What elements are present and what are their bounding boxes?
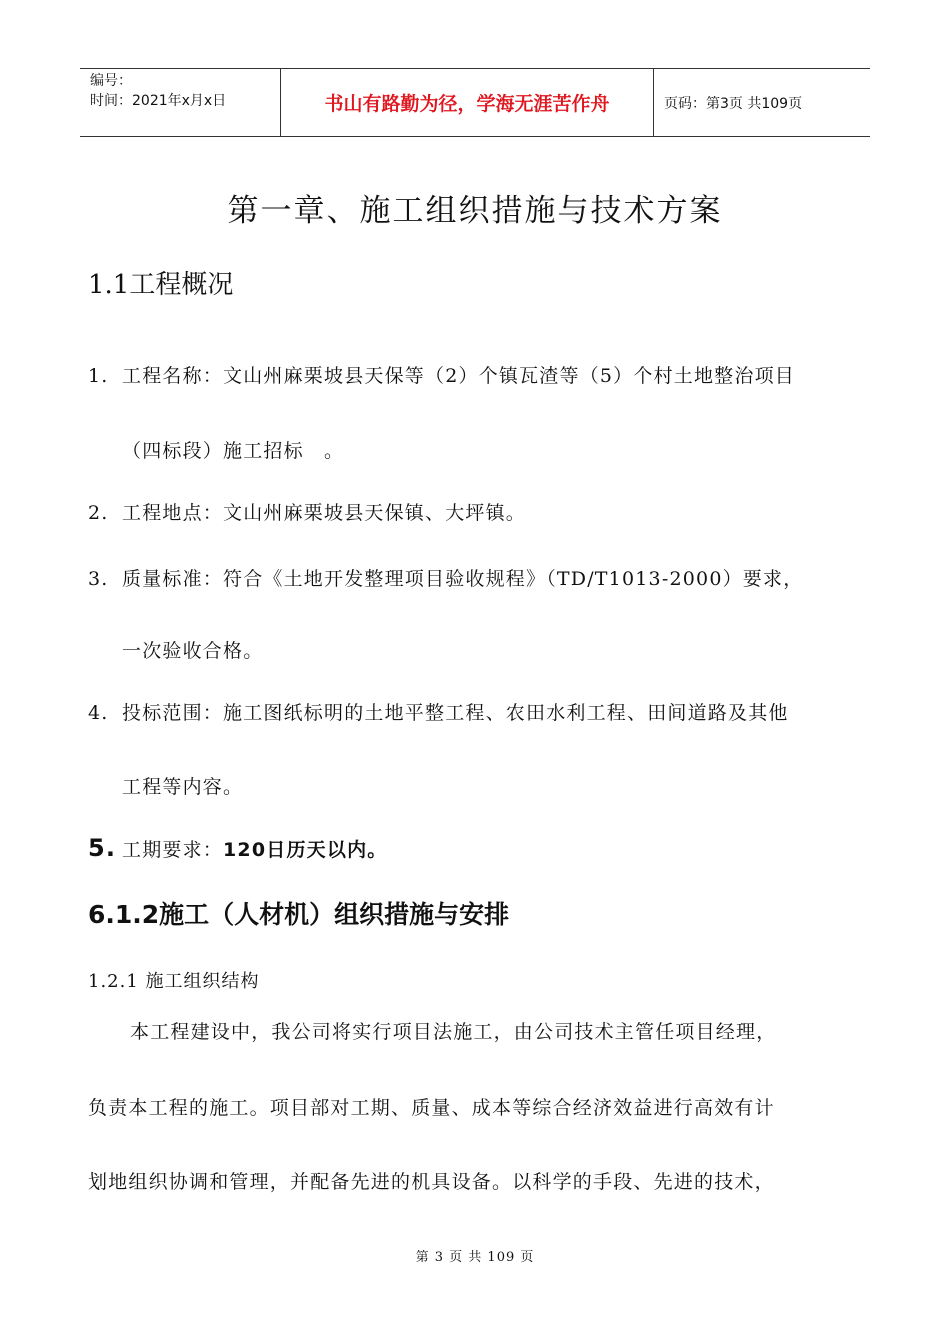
section-heading-1-1: 1.1工程概况 <box>88 270 234 300</box>
list-item-label: 工期要求： <box>122 839 224 861</box>
date-label: 时间：2021年x月x日 <box>90 93 227 109</box>
list-item-continuation <box>122 772 243 799</box>
list-item-text: 质量标准：符合《土地开发整理项目验收规程》（TD/T1013-2000）要求， <box>122 568 804 590</box>
page-header <box>80 68 870 137</box>
list-item-value: 120日历天以内。 <box>223 839 388 861</box>
header-meta <box>80 69 281 136</box>
list-item-continuation <box>122 436 344 463</box>
header-page-info: 页码：第3页 共109页 <box>664 95 803 112</box>
list-item-number: 2. <box>88 502 109 524</box>
list-item-text: 工程等内容。 <box>122 776 244 798</box>
list-item-number: 5. <box>88 834 117 862</box>
page-footer: 第 3 页 共 109 页 <box>415 1250 535 1265</box>
paragraph-line: 本工程建设中，我公司将实行项目法施工，由公司技术主管任项目经理， <box>130 1021 777 1043</box>
section-heading-1-2-1: 1.2.1 施工组织结构 <box>88 971 260 992</box>
list-item-text: 投标范围：施工图纸标明的土地平整工程、农田水利工程、田间道路及其他 <box>122 702 789 724</box>
chapter-title: 第一章、施工组织措施与技术方案 <box>227 193 723 229</box>
paragraph-line: 划地组织协调和管理，并配备先进的机具设备。以科学的手段、先进的技术， <box>88 1171 775 1193</box>
list-item <box>88 564 803 591</box>
list-item <box>88 361 795 388</box>
list-item-text: 工程地点：文山州麻栗坡县天保镇、大坪镇。 <box>122 502 527 524</box>
list-item-duration <box>88 834 387 862</box>
list-item-number: 1. <box>88 365 109 387</box>
number-label: 编号： <box>90 73 132 89</box>
list-item <box>88 698 789 725</box>
list-item-number: 3. <box>88 568 109 590</box>
paragraph-line: 负责本工程的施工。项目部对工期、质量、成本等综合经济效益进行高效有计 <box>88 1097 775 1119</box>
list-item-text: 工程名称：文山州麻栗坡县天保等（2）个镇瓦渣等（5）个村土地整治项目 <box>122 365 795 387</box>
section-heading-1-2: 6.1.2施工（人材机）组织措施与安排 <box>88 900 510 929</box>
list-item-text: 一次验收合格。 <box>122 640 264 662</box>
list-item <box>88 498 526 525</box>
header-motto: 书山有路勤为径，学海无涯苦作舟 <box>281 69 654 136</box>
list-item-continuation <box>122 636 263 663</box>
list-item-text: （四标段）施工招标 。 <box>122 440 345 462</box>
list-item-number: 4. <box>88 702 109 724</box>
